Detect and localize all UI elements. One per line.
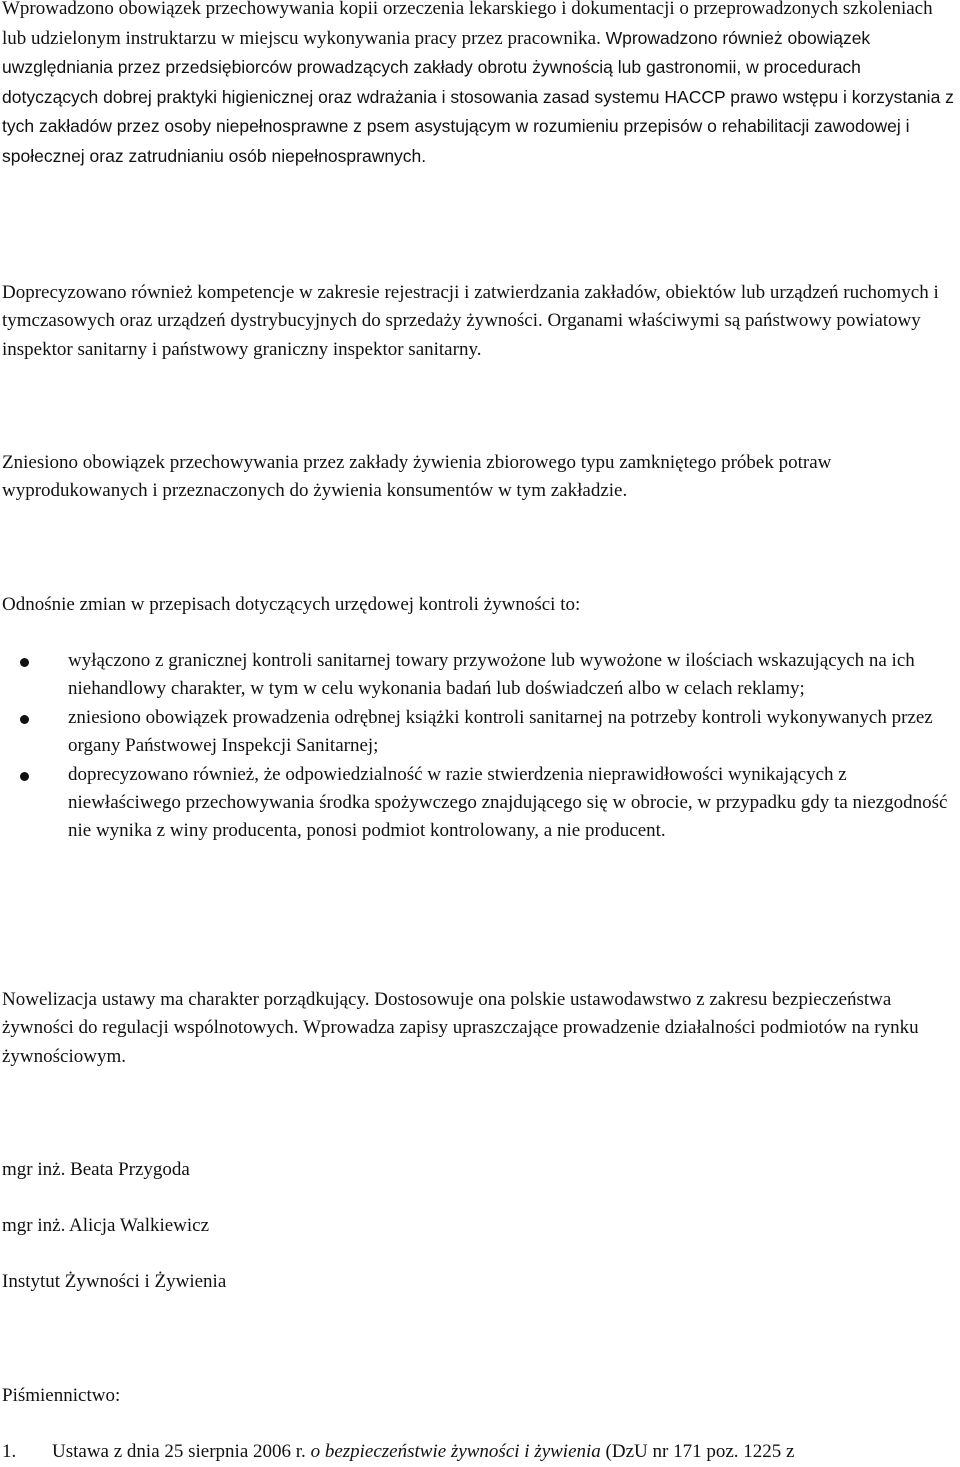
bullet-icon: [20, 658, 29, 667]
list-item: [0, 761, 960, 846]
reference-number: 1.: [2, 1441, 17, 1462]
list-item-text: doprecyzowano również, że odpowiedzialność w razie stwierdzenia nieprawidłowości wynikających z niewłaściwego przechowywania środka spożywczego znajdującego się w obrocie, w przypadku gdy ta niezgodność nie wynika z winy producenta, ponosi podmiot kontrolowany, a nie producent.: [68, 763, 948, 842]
references-heading: Piśmiennictwo:: [2, 1385, 121, 1406]
control-intro-paragraph: Odnośnie zmian w przepisach dotyczących urzędowej kontroli żywności to:: [2, 594, 581, 615]
control-changes-list: [0, 647, 960, 846]
list-item-text: zniesiono obowiązek prowadzenia odrębnej książki kontroli sanitarnej na potrzeby kontroli wykonywanych przez organy Państwowej Inspekcji Sanitarnej;: [68, 706, 933, 757]
samples-paragraph: Zniesiono obowiązek przechowywania przez zakłady żywienia zbiorowego typu zamkniętego próbek potraw wyprodukowanych i przeznaczonych do żywienia konsumentów w tym zakładzie.: [2, 452, 832, 502]
intro-paragraph: [2, 0, 956, 172]
author-name: mgr inż. Alicja Walkiewicz: [2, 1215, 210, 1236]
institution-name: Instytut Żywności i Żywienia: [2, 1271, 227, 1292]
summary-paragraph: Nowelizacja ustawy ma charakter porządkujący. Dostosowuje ona polskie ustawodawstwo z zakresu bezpieczeństwa żywności do regulacji wspólnotowych. Wprowadza zapisy upraszczające prowadzenie działalności podmiotów na rynku żywnościowym.: [2, 989, 919, 1067]
author-name: mgr inż. Beata Przygoda: [2, 1159, 190, 1180]
list-item-text: wyłączono z granicznej kontroli sanitarnej towary przywożone lub wywożone w ilościach wskazujących na ich niehandlowy charakter, w tym w celu wykonania badań lub doświadczeń albo w celach reklamy;: [68, 650, 915, 700]
reference-item: [2, 1438, 960, 1466]
intro-serif-text: Wprowadzono obowiązek przechowywania kopii orzeczenia lekarskiego i dokumentacji o przeprowadzonych szkoleniach lub udzielonym instruktarzu w miejscu wykonywania pracy przez pracownika.: [2, 0, 933, 49]
list-item: [0, 704, 960, 761]
bullet-icon: [20, 772, 29, 781]
reference-title: o bezpieczeństwie żywności i żywienia: [310, 1441, 601, 1462]
competence-paragraph: Doprecyzowano również kompetencje w zakresie rejestracji i zatwierdzania zakładów, obiektów lub urządzeń ruchomych i tymczasowych oraz urządzeń dystrybucyjnych do sprzedaży żywności. Organami właściwymi są państwowy powiatowy inspektor sanitarny i państwowy graniczny inspektor sanitarny.: [2, 282, 939, 360]
list-item: [0, 647, 960, 704]
intro-sans-text: Wprowadzono również obowiązek uwzględniania przez przedsiębiorców prowadzących zakłady obrotu żywnością lub gastronomii, w procedurach dotyczących dobrej praktyki higienicznej oraz wdrażania i stosowania zasad systemu HACCP prawo wstępu i korzystania z tych zakładów przez osoby niepełnosprawne z psem asystującym w rozumieniu przepisów o rehabilitacji zawodowej i społecznej oraz zatrudnianiu osób niepełnosprawnych.: [2, 27, 954, 166]
bullet-icon: [20, 715, 29, 724]
reference-prefix: Ustawa z dnia 25 sierpnia 2006 r.: [52, 1441, 311, 1462]
reference-suffix: (DzU nr 171 poz. 1225 z: [600, 1441, 795, 1462]
